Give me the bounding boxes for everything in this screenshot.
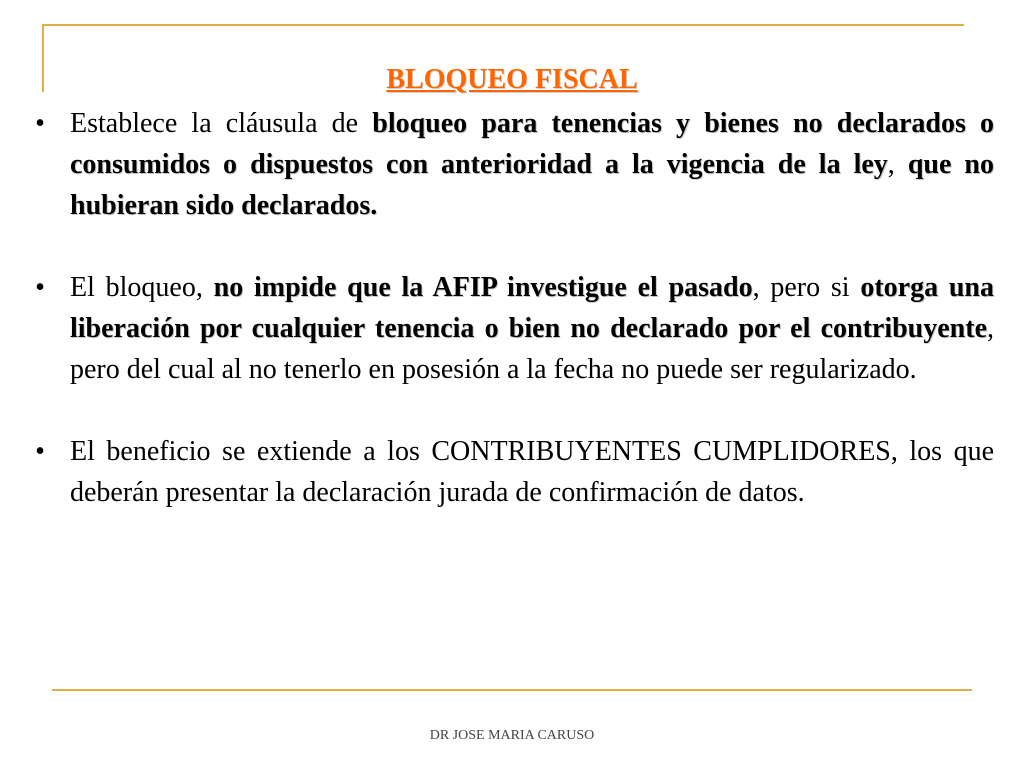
bullet-icon: • [35, 108, 45, 139]
bullet-list [30, 103, 994, 513]
bullet-item-3 [30, 431, 994, 513]
frame-top-line [42, 24, 964, 26]
bullet-text-run: , [887, 149, 908, 180]
bullet-text-run: , pero si [752, 272, 861, 303]
bullet-text-run-bold: no impide que la AFIP investigue el pasado [213, 272, 753, 303]
bullet-icon: • [35, 272, 45, 303]
bullet-item-2 [30, 267, 994, 390]
bullet-text-run: El beneficio se extiende a los CONTRIBUYENTES CUMPLIDORES, los que deberán presentar la declaración jurada de confirmación de datos. [70, 436, 994, 508]
bullet-text-run-bold: otorga una liberación por cualquier tenencia o bien no declarado por el contribuyente [70, 272, 994, 344]
bullet-text-run: El bloqueo, [70, 272, 214, 303]
footer-divider-line [52, 689, 972, 691]
bullet-text-run-bold: bloqueo para tenencias y bienes no declarados o consumidos o dispuestos con anterioridad a la vigencia de la ley [70, 108, 994, 180]
bullet-text-run: Establece la cláusula de [70, 108, 373, 139]
bullet-item-1 [30, 103, 994, 226]
bullet-text-run-bold: que no hubieran sido declarados. [70, 149, 994, 221]
footer-author: DR JOSE MARIA CARUSO [429, 728, 595, 743]
bullet-text-run: , pero del cual al no tenerlo en posesión a la fecha no puede ser regularizado. [70, 313, 994, 385]
slide-title: BLOQUEO FISCAL [386, 64, 638, 95]
bullet-icon: • [35, 436, 45, 467]
